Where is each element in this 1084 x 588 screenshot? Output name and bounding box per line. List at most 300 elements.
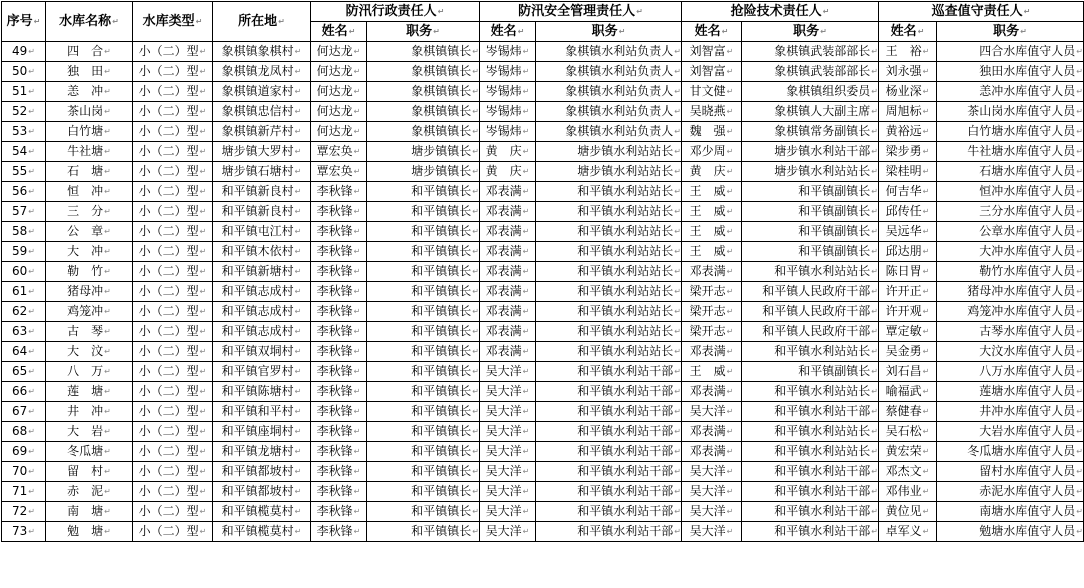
cell-tech-duty: 和平镇副镇长↵ <box>742 242 879 262</box>
table-row <box>2 462 1084 482</box>
table-row <box>2 242 1084 262</box>
table-row <box>2 522 1084 542</box>
cell-reservoir-name: 留 村↵ <box>46 462 133 482</box>
cell-patrol-duty: 古琴水库值守人员↵ <box>937 322 1084 342</box>
cell-location: 和平镇都坡村↵ <box>213 462 311 482</box>
table-row <box>2 482 1084 502</box>
cell-seq: 58↵ <box>2 222 46 242</box>
subheader-name: 姓名↵ <box>879 22 937 42</box>
cell-patrol-name: 刘永强↵ <box>879 62 937 82</box>
cell-patrol-name: 卓军义↵ <box>879 522 937 542</box>
cell-safety-name: 吴大洋↵ <box>480 382 536 402</box>
cell-safety-name: 邓表满↵ <box>480 302 536 322</box>
cell-tech-name: 吴大洋↵ <box>682 482 742 502</box>
cell-reservoir-name: 四 合↵ <box>46 42 133 62</box>
cell-patrol-name: 周旭标↵ <box>879 102 937 122</box>
cell-admin-name: 李秋锋↵ <box>311 222 367 242</box>
cell-patrol-name: 黄宏荣↵ <box>879 442 937 462</box>
cell-tech-duty: 和平镇副镇长↵ <box>742 222 879 242</box>
cell-reservoir-type: 小（二）型↵ <box>133 202 213 222</box>
cell-patrol-duty: 莲塘水库值守人员↵ <box>937 382 1084 402</box>
cell-safety-duty: 和平镇水利站干部↵ <box>536 502 682 522</box>
cell-seq: 62↵ <box>2 302 46 322</box>
cell-patrol-duty: 四合水库值守人员↵ <box>937 42 1084 62</box>
cell-safety-name: 吴大洋↵ <box>480 482 536 502</box>
cell-reservoir-type: 小（二）型↵ <box>133 182 213 202</box>
cell-admin-name: 李秋锋↵ <box>311 302 367 322</box>
header-flood-admin: 防汛行政责任人↵ <box>311 2 480 22</box>
cell-safety-name: 邓表满↵ <box>480 322 536 342</box>
cell-reservoir-name: 茶山岗↵ <box>46 102 133 122</box>
cell-safety-duty: 象棋镇水利站负责人↵ <box>536 102 682 122</box>
cell-tech-name: 王 威↵ <box>682 362 742 382</box>
cell-tech-name: 王 威↵ <box>682 202 742 222</box>
cell-safety-duty: 和平镇水利站站长↵ <box>536 222 682 242</box>
cell-admin-duty: 象棋镇镇长↵ <box>367 82 480 102</box>
cell-admin-duty: 象棋镇镇长↵ <box>367 122 480 142</box>
table-row <box>2 202 1084 222</box>
cell-patrol-name: 邓伟业↵ <box>879 482 937 502</box>
cell-reservoir-name: 鸡笼冲↵ <box>46 302 133 322</box>
header-patrol-duty: 巡查值守责任人↵ <box>879 2 1084 22</box>
cell-safety-name: 吴大洋↵ <box>480 402 536 422</box>
cell-admin-duty: 和平镇镇长↵ <box>367 482 480 502</box>
table-row <box>2 362 1084 382</box>
cell-tech-duty: 和平镇人民政府干部↵ <box>742 322 879 342</box>
cell-tech-duty: 象棋镇武装部部长↵ <box>742 42 879 62</box>
cell-reservoir-type: 小（二）型↵ <box>133 342 213 362</box>
cell-seq: 52↵ <box>2 102 46 122</box>
subheader-duty: 职务↵ <box>367 22 480 42</box>
cell-reservoir-type: 小（二）型↵ <box>133 102 213 122</box>
cell-reservoir-type: 小（二）型↵ <box>133 462 213 482</box>
cell-seq: 67↵ <box>2 402 46 422</box>
table-row <box>2 262 1084 282</box>
cell-admin-name: 李秋锋↵ <box>311 502 367 522</box>
cell-patrol-name: 黄位见↵ <box>879 502 937 522</box>
cell-patrol-name: 许开观↵ <box>879 302 937 322</box>
cell-safety-duty: 塘步镇水利站站长↵ <box>536 142 682 162</box>
cell-reservoir-type: 小（二）型↵ <box>133 522 213 542</box>
cell-admin-duty: 和平镇镇长↵ <box>367 522 480 542</box>
cell-patrol-duty: 大岩水库值守人员↵ <box>937 422 1084 442</box>
cell-admin-duty: 和平镇镇长↵ <box>367 242 480 262</box>
cell-reservoir-name: 勉 塘↵ <box>46 522 133 542</box>
cell-safety-duty: 和平镇水利站站长↵ <box>536 182 682 202</box>
cell-reservoir-name: 南 塘↵ <box>46 502 133 522</box>
subheader-duty: 职务↵ <box>536 22 682 42</box>
cell-safety-duty: 和平镇水利站干部↵ <box>536 442 682 462</box>
cell-safety-duty: 和平镇水利站干部↵ <box>536 482 682 502</box>
table-row <box>2 102 1084 122</box>
cell-safety-duty: 象棋镇水利站负责人↵ <box>536 42 682 62</box>
cell-admin-duty: 和平镇镇长↵ <box>367 502 480 522</box>
cell-location: 和平镇新良村↵ <box>213 202 311 222</box>
cell-admin-name: 李秋锋↵ <box>311 462 367 482</box>
cell-admin-name: 李秋锋↵ <box>311 182 367 202</box>
cell-admin-name: 覃宏奂↵ <box>311 162 367 182</box>
cell-patrol-name: 梁桂明↵ <box>879 162 937 182</box>
cell-admin-name: 李秋锋↵ <box>311 282 367 302</box>
cell-reservoir-type: 小（二）型↵ <box>133 442 213 462</box>
cell-location: 和平镇座垌村↵ <box>213 422 311 442</box>
cell-location: 和平镇榄莫村↵ <box>213 522 311 542</box>
cell-safety-name: 邓表满↵ <box>480 282 536 302</box>
cell-location: 象棋镇象棋村↵ <box>213 42 311 62</box>
cell-safety-duty: 和平镇水利站干部↵ <box>536 522 682 542</box>
cell-reservoir-type: 小（二）型↵ <box>133 502 213 522</box>
table-body <box>2 42 1084 542</box>
cell-tech-name: 邓表满↵ <box>682 422 742 442</box>
cell-seq: 63↵ <box>2 322 46 342</box>
cell-seq: 64↵ <box>2 342 46 362</box>
cell-patrol-duty: 南塘水库值守人员↵ <box>937 502 1084 522</box>
cell-safety-name: 邓表满↵ <box>480 342 536 362</box>
cell-safety-name: 岑锡炜↵ <box>480 102 536 122</box>
cell-reservoir-type: 小（二）型↵ <box>133 422 213 442</box>
cell-safety-duty: 和平镇水利站干部↵ <box>536 462 682 482</box>
cell-safety-name: 黄 庆↵ <box>480 142 536 162</box>
cell-reservoir-name: 大 冲↵ <box>46 242 133 262</box>
header-seq: 序号↵ <box>2 2 46 42</box>
cell-reservoir-type: 小（二）型↵ <box>133 82 213 102</box>
table-row <box>2 162 1084 182</box>
cell-admin-duty: 象棋镇镇长↵ <box>367 102 480 122</box>
cell-tech-name: 吴大洋↵ <box>682 522 742 542</box>
cell-tech-duty: 和平镇水利站干部↵ <box>742 482 879 502</box>
cell-location: 和平镇龙塘村↵ <box>213 442 311 462</box>
cell-patrol-name: 王 裕↵ <box>879 42 937 62</box>
cell-safety-name: 邓表满↵ <box>480 242 536 262</box>
cell-seq: 73↵ <box>2 522 46 542</box>
cell-admin-duty: 和平镇镇长↵ <box>367 182 480 202</box>
header-rescue-tech: 抢险技术责任人↵ <box>682 2 879 22</box>
cell-seq: 55↵ <box>2 162 46 182</box>
cell-safety-name: 岑锡炜↵ <box>480 62 536 82</box>
cell-safety-duty: 和平镇水利站干部↵ <box>536 422 682 442</box>
cell-tech-name: 黄 庆↵ <box>682 162 742 182</box>
cell-patrol-duty: 井冲水库值守人员↵ <box>937 402 1084 422</box>
cell-seq: 61↵ <box>2 282 46 302</box>
cell-safety-duty: 象棋镇水利站负责人↵ <box>536 82 682 102</box>
cell-reservoir-type: 小（二）型↵ <box>133 322 213 342</box>
cell-patrol-name: 何吉华↵ <box>879 182 937 202</box>
cell-patrol-duty: 恒冲水库值守人员↵ <box>937 182 1084 202</box>
cell-seq: 70↵ <box>2 462 46 482</box>
cell-reservoir-type: 小（二）型↵ <box>133 142 213 162</box>
cell-location: 塘步镇石塘村↵ <box>213 162 311 182</box>
cell-admin-name: 何达龙↵ <box>311 102 367 122</box>
cell-admin-name: 覃宏奂↵ <box>311 142 367 162</box>
cell-seq: 50↵ <box>2 62 46 82</box>
cell-reservoir-name: 大 汶↵ <box>46 342 133 362</box>
cell-patrol-duty: 恙冲水库值守人员↵ <box>937 82 1084 102</box>
cell-tech-name: 梁开志↵ <box>682 322 742 342</box>
cell-reservoir-name: 大 岩↵ <box>46 422 133 442</box>
cell-location: 和平镇志成村↵ <box>213 322 311 342</box>
table-row <box>2 142 1084 162</box>
cell-safety-name: 邓表满↵ <box>480 182 536 202</box>
cell-tech-name: 吴晓燕↵ <box>682 102 742 122</box>
cell-admin-duty: 和平镇镇长↵ <box>367 342 480 362</box>
cell-patrol-name: 蔡健春↵ <box>879 402 937 422</box>
cell-safety-name: 吴大洋↵ <box>480 362 536 382</box>
cell-reservoir-name: 恙 冲↵ <box>46 82 133 102</box>
cell-safety-duty: 和平镇水利站站长↵ <box>536 242 682 262</box>
cell-safety-duty: 和平镇水利站站长↵ <box>536 262 682 282</box>
cell-patrol-duty: 独田水库值守人员↵ <box>937 62 1084 82</box>
cell-seq: 56↵ <box>2 182 46 202</box>
cell-reservoir-type: 小（二）型↵ <box>133 302 213 322</box>
cell-tech-duty: 和平镇水利站站长↵ <box>742 342 879 362</box>
cell-patrol-duty: 石塘水库值守人员↵ <box>937 162 1084 182</box>
cell-tech-duty: 和平镇水利站干部↵ <box>742 502 879 522</box>
cell-patrol-duty: 冬瓜塘水库值守人员↵ <box>937 442 1084 462</box>
cell-location: 象棋镇新芹村↵ <box>213 122 311 142</box>
cell-reservoir-name: 独 田↵ <box>46 62 133 82</box>
cell-admin-duty: 和平镇镇长↵ <box>367 282 480 302</box>
cell-location: 和平镇新良村↵ <box>213 182 311 202</box>
cell-reservoir-name: 牛社塘↵ <box>46 142 133 162</box>
cell-patrol-name: 梁步勇↵ <box>879 142 937 162</box>
cell-location: 和平镇榄莫村↵ <box>213 502 311 522</box>
cell-patrol-name: 覃定敏↵ <box>879 322 937 342</box>
cell-tech-duty: 和平镇副镇长↵ <box>742 362 879 382</box>
cell-patrol-name: 邓杰文↵ <box>879 462 937 482</box>
cell-seq: 65↵ <box>2 362 46 382</box>
cell-reservoir-type: 小（二）型↵ <box>133 362 213 382</box>
cell-reservoir-name: 赤 泥↵ <box>46 482 133 502</box>
cell-tech-name: 梁开志↵ <box>682 282 742 302</box>
cell-patrol-duty: 大冲水库值守人员↵ <box>937 242 1084 262</box>
cell-safety-name: 黄 庆↵ <box>480 162 536 182</box>
cell-reservoir-type: 小（二）型↵ <box>133 402 213 422</box>
cell-seq: 54↵ <box>2 142 46 162</box>
cell-location: 和平镇和平村↵ <box>213 402 311 422</box>
cell-patrol-name: 刘石昌↵ <box>879 362 937 382</box>
cell-tech-duty: 塘步镇水利站干部↵ <box>742 142 879 162</box>
cell-tech-name: 王 威↵ <box>682 222 742 242</box>
cell-tech-name: 邓表满↵ <box>682 442 742 462</box>
table-row <box>2 222 1084 242</box>
cell-tech-duty: 象棋镇人大副主席↵ <box>742 102 879 122</box>
cell-location: 和平镇志成村↵ <box>213 302 311 322</box>
cell-admin-name: 李秋锋↵ <box>311 242 367 262</box>
table-row <box>2 122 1084 142</box>
cell-tech-duty: 象棋镇武装部部长↵ <box>742 62 879 82</box>
cell-seq: 57↵ <box>2 202 46 222</box>
cell-reservoir-name: 三 分↵ <box>46 202 133 222</box>
cell-seq: 69↵ <box>2 442 46 462</box>
cell-tech-name: 吴大洋↵ <box>682 402 742 422</box>
cell-admin-duty: 象棋镇镇长↵ <box>367 42 480 62</box>
table-row <box>2 422 1084 442</box>
cell-admin-duty: 和平镇镇长↵ <box>367 202 480 222</box>
cell-tech-name: 吴大洋↵ <box>682 462 742 482</box>
cell-safety-name: 岑锡炜↵ <box>480 82 536 102</box>
cell-patrol-name: 喻福武↵ <box>879 382 937 402</box>
table-row <box>2 302 1084 322</box>
cell-safety-duty: 和平镇水利站站长↵ <box>536 302 682 322</box>
cell-patrol-duty: 勒竹水库值守人员↵ <box>937 262 1084 282</box>
cell-tech-duty: 和平镇水利站干部↵ <box>742 462 879 482</box>
header-reservoir-type: 水库类型↵ <box>133 2 213 42</box>
cell-patrol-name: 邱传任↵ <box>879 202 937 222</box>
cell-safety-name: 邓表满↵ <box>480 202 536 222</box>
cell-location: 和平镇双垌村↵ <box>213 342 311 362</box>
header-row-group <box>2 2 1084 22</box>
cell-admin-name: 李秋锋↵ <box>311 322 367 342</box>
cell-safety-name: 吴大洋↵ <box>480 422 536 442</box>
cell-patrol-duty: 大汶水库值守人员↵ <box>937 342 1084 362</box>
cell-patrol-name: 许开正↵ <box>879 282 937 302</box>
cell-patrol-name: 邱达朋↵ <box>879 242 937 262</box>
cell-reservoir-type: 小（二）型↵ <box>133 222 213 242</box>
cell-tech-name: 邓少周↵ <box>682 142 742 162</box>
table-row <box>2 382 1084 402</box>
subheader-duty: 职务↵ <box>937 22 1084 42</box>
cell-reservoir-name: 井 冲↵ <box>46 402 133 422</box>
cell-reservoir-type: 小（二）型↵ <box>133 382 213 402</box>
cell-safety-name: 吴大洋↵ <box>480 442 536 462</box>
cell-tech-name: 邓表满↵ <box>682 382 742 402</box>
header-reservoir-name: 水库名称↵ <box>46 2 133 42</box>
cell-safety-duty: 和平镇水利站站长↵ <box>536 282 682 302</box>
cell-tech-duty: 象棋镇组织委员↵ <box>742 82 879 102</box>
cell-admin-name: 李秋锋↵ <box>311 402 367 422</box>
table-row <box>2 182 1084 202</box>
cell-reservoir-name: 八 万↵ <box>46 362 133 382</box>
cell-admin-duty: 和平镇镇长↵ <box>367 382 480 402</box>
cell-reservoir-type: 小（二）型↵ <box>133 262 213 282</box>
subheader-name: 姓名↵ <box>682 22 742 42</box>
subheader-name: 姓名↵ <box>311 22 367 42</box>
cell-safety-name: 岑锡炜↵ <box>480 122 536 142</box>
cell-location: 和平镇屯江村↵ <box>213 222 311 242</box>
table-row <box>2 42 1084 62</box>
cell-location: 象棋镇龙凤村↵ <box>213 62 311 82</box>
cell-admin-name: 李秋锋↵ <box>311 202 367 222</box>
cell-tech-name: 吴大洋↵ <box>682 502 742 522</box>
cell-seq: 53↵ <box>2 122 46 142</box>
cell-reservoir-name: 猪母冲↵ <box>46 282 133 302</box>
cell-admin-duty: 和平镇镇长↵ <box>367 442 480 462</box>
cell-patrol-duty: 勉塘水库值守人员↵ <box>937 522 1084 542</box>
cell-safety-duty: 塘步镇水利站站长↵ <box>536 162 682 182</box>
subheader-name: 姓名↵ <box>480 22 536 42</box>
cell-admin-name: 李秋锋↵ <box>311 382 367 402</box>
cell-admin-duty: 和平镇镇长↵ <box>367 422 480 442</box>
cell-safety-name: 岑锡炜↵ <box>480 42 536 62</box>
cell-seq: 71↵ <box>2 482 46 502</box>
cell-reservoir-name: 白竹塘↵ <box>46 122 133 142</box>
cell-admin-name: 李秋锋↵ <box>311 522 367 542</box>
cell-patrol-duty: 白竹塘水库值守人员↵ <box>937 122 1084 142</box>
cell-location: 和平镇官罗村↵ <box>213 362 311 382</box>
cell-admin-name: 李秋锋↵ <box>311 362 367 382</box>
cell-reservoir-type: 小（二）型↵ <box>133 482 213 502</box>
cell-admin-duty: 象棋镇镇长↵ <box>367 62 480 82</box>
table-row <box>2 82 1084 102</box>
cell-safety-name: 邓表满↵ <box>480 262 536 282</box>
cell-location: 塘步镇大罗村↵ <box>213 142 311 162</box>
cell-admin-duty: 和平镇镇长↵ <box>367 402 480 422</box>
cell-location: 和平镇陈塘村↵ <box>213 382 311 402</box>
cell-patrol-duty: 八万水库值守人员↵ <box>937 362 1084 382</box>
cell-reservoir-name: 勒 竹↵ <box>46 262 133 282</box>
cell-tech-duty: 和平镇人民政府干部↵ <box>742 282 879 302</box>
cell-patrol-duty: 公章水库值守人员↵ <box>937 222 1084 242</box>
cell-admin-name: 何达龙↵ <box>311 62 367 82</box>
table-row <box>2 342 1084 362</box>
cell-seq: 49↵ <box>2 42 46 62</box>
cell-location: 和平镇都坡村↵ <box>213 482 311 502</box>
cell-seq: 66↵ <box>2 382 46 402</box>
cell-seq: 68↵ <box>2 422 46 442</box>
cell-seq: 60↵ <box>2 262 46 282</box>
cell-patrol-duty: 赤泥水库值守人员↵ <box>937 482 1084 502</box>
cell-admin-duty: 和平镇镇长↵ <box>367 362 480 382</box>
cell-tech-name: 刘智富↵ <box>682 42 742 62</box>
cell-reservoir-type: 小（二）型↵ <box>133 162 213 182</box>
cell-tech-name: 王 威↵ <box>682 182 742 202</box>
cell-tech-duty: 和平镇水利站站长↵ <box>742 382 879 402</box>
cell-location: 象棋镇道家村↵ <box>213 82 311 102</box>
cell-patrol-duty: 猪母冲水库值守人员↵ <box>937 282 1084 302</box>
table-row <box>2 442 1084 462</box>
subheader-duty: 职务↵ <box>742 22 879 42</box>
cell-safety-name: 邓表满↵ <box>480 222 536 242</box>
cell-reservoir-type: 小（二）型↵ <box>133 42 213 62</box>
cell-tech-duty: 和平镇水利站干部↵ <box>742 402 879 422</box>
cell-admin-name: 李秋锋↵ <box>311 342 367 362</box>
cell-patrol-name: 吴金勇↵ <box>879 342 937 362</box>
cell-tech-name: 邓表满↵ <box>682 262 742 282</box>
cell-admin-name: 李秋锋↵ <box>311 262 367 282</box>
cell-patrol-duty: 留村水库值守人员↵ <box>937 462 1084 482</box>
cell-reservoir-type: 小（二）型↵ <box>133 242 213 262</box>
cell-tech-duty: 和平镇水利站站长↵ <box>742 262 879 282</box>
reservoir-responsibility-table <box>1 1 1084 542</box>
table-row <box>2 282 1084 302</box>
cell-reservoir-name: 公 章↵ <box>46 222 133 242</box>
cell-reservoir-name: 恒 冲↵ <box>46 182 133 202</box>
cell-admin-duty: 塘步镇镇长↵ <box>367 142 480 162</box>
cell-patrol-name: 杨业深↵ <box>879 82 937 102</box>
cell-safety-duty: 和平镇水利站站长↵ <box>536 322 682 342</box>
cell-patrol-duty: 三分水库值守人员↵ <box>937 202 1084 222</box>
cell-safety-duty: 和平镇水利站干部↵ <box>536 362 682 382</box>
cell-tech-duty: 象棋镇常务副镇长↵ <box>742 122 879 142</box>
cell-reservoir-type: 小（二）型↵ <box>133 282 213 302</box>
cell-safety-duty: 和平镇水利站干部↵ <box>536 382 682 402</box>
cell-seq: 51↵ <box>2 82 46 102</box>
cell-tech-duty: 和平镇水利站站长↵ <box>742 422 879 442</box>
cell-admin-name: 何达龙↵ <box>311 122 367 142</box>
header-flood-safety: 防汛安全管理责任人↵ <box>480 2 682 22</box>
cell-safety-name: 吴大洋↵ <box>480 502 536 522</box>
cell-tech-name: 梁开志↵ <box>682 302 742 322</box>
cell-admin-name: 何达龙↵ <box>311 42 367 62</box>
cell-reservoir-type: 小（二）型↵ <box>133 62 213 82</box>
cell-patrol-duty: 茶山岗水库值守人员↵ <box>937 102 1084 122</box>
cell-safety-name: 吴大洋↵ <box>480 462 536 482</box>
table-row <box>2 62 1084 82</box>
cell-safety-duty: 和平镇水利站干部↵ <box>536 402 682 422</box>
table-row <box>2 322 1084 342</box>
cell-admin-duty: 和平镇镇长↵ <box>367 322 480 342</box>
cell-safety-duty: 象棋镇水利站负责人↵ <box>536 62 682 82</box>
